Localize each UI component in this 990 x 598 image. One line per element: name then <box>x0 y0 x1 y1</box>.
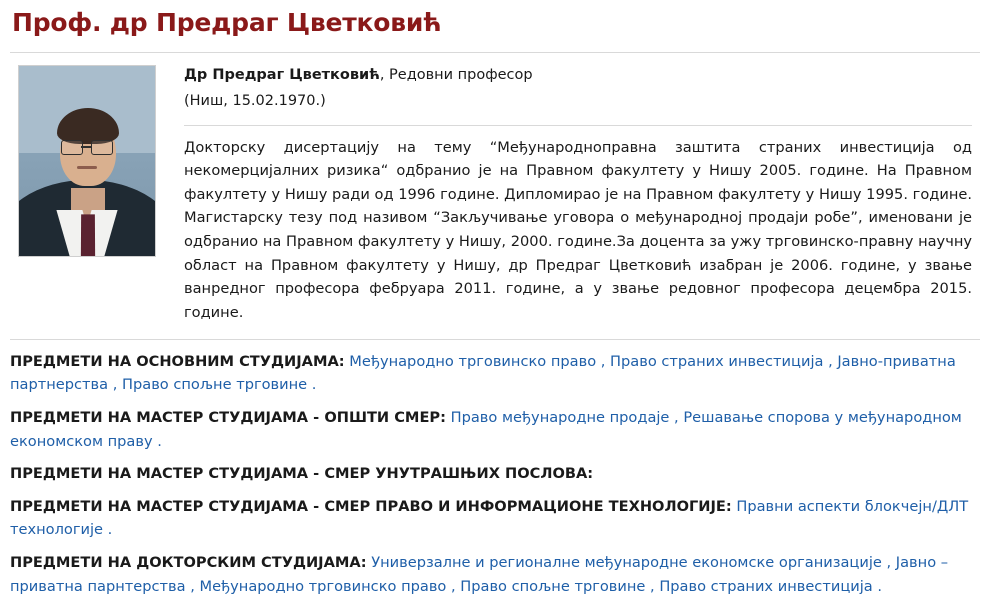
person-name: Др Предраг Цветковић <box>184 67 380 83</box>
course-list[interactable]: Универзалне и регионалне међународне економске организације , Јавно – приватна парнтерства , Међународно трговинско право , Право спољне трговине , Право страних инвестиција . <box>10 554 949 595</box>
photo-column <box>10 65 154 257</box>
profile-section <box>10 65 980 325</box>
glasses-right-lens <box>91 140 113 155</box>
course-list[interactable]: Право међународне продаје , Решавање спорова у међународном економском праву . <box>10 408 962 450</box>
course-group-label: ПРЕДМЕТИ НА МАСТЕР СТУДИЈАМА - СМЕР ПРАВО И ИНФОРМАЦИОНЕ ТЕХНОЛОГИЈЕ: <box>10 497 732 515</box>
courses-divider <box>10 339 980 340</box>
course-list[interactable]: Међународно трговинско право , Право страних инвестиција , Јавно-приватна партнерства , Право спољне трговине . <box>10 352 956 394</box>
biography-text: Докторску дисертацију на тему “Међународноправна заштита страних инвестиција од некомерцијалних ризика“ одбранио је на Правном факултету у Нишу 2005. године. На Правном факултету у Нишу ради од 1996 године. Дипломирао је на Правном факултету у Нишу 1995. године. Магистарску тезу под називом “Закључивање уговора о међународној продаји робе”, именовани је одбранио на Правном факултету у Нишу, 2000. године.За доцента за ужу трговинско-правну научну област на Правном факултету у Нишу, др Предраг Цветковић изабран је 2006. године, у звање ванредног професора фебруара 2011. године, а у звање редовног професора децембра 2015. године. <box>184 138 972 321</box>
course-block <box>10 406 980 453</box>
course-group-label: ПРЕДМЕТИ НА МАСТЕР СТУДИЈАМА - ОПШТИ СМЕР: <box>10 408 446 426</box>
profile-info <box>154 65 980 325</box>
mouth-shape <box>77 166 97 169</box>
info-divider <box>184 125 972 126</box>
course-block <box>10 551 980 598</box>
course-block <box>10 462 980 486</box>
course-group-label: ПРЕДМЕТИ НА МАСТЕР СТУДИЈАМА - СМЕР УНУТРАШЊИХ ПОСЛОВА: <box>10 465 594 483</box>
course-group-label: ПРЕДМЕТИ НА ОСНОВНИМ СТУДИЈАМА: <box>10 352 345 370</box>
page-title: Проф. др Предраг Цветковић <box>12 8 442 37</box>
portrait-photo <box>18 65 156 257</box>
person-rank: , Редовни професор <box>379 67 533 83</box>
birth-info: (Ниш, 15.02.1970.) <box>184 92 326 109</box>
course-list[interactable]: Правни аспекти блокчејн/ДЛТ технологије . <box>10 497 969 539</box>
course-group-label: ПРЕДМЕТИ НА ДОКТОРСКИМ СТУДИЈАМА: <box>10 554 367 572</box>
title-divider <box>10 52 980 53</box>
necktie-shape <box>81 214 95 256</box>
glasses-bridge <box>81 146 91 148</box>
profile-page <box>0 8 990 598</box>
glasses-left-lens <box>61 140 83 155</box>
course-block <box>10 495 980 542</box>
courses-section <box>10 339 980 598</box>
course-block <box>10 350 980 397</box>
name-line <box>184 65 972 87</box>
